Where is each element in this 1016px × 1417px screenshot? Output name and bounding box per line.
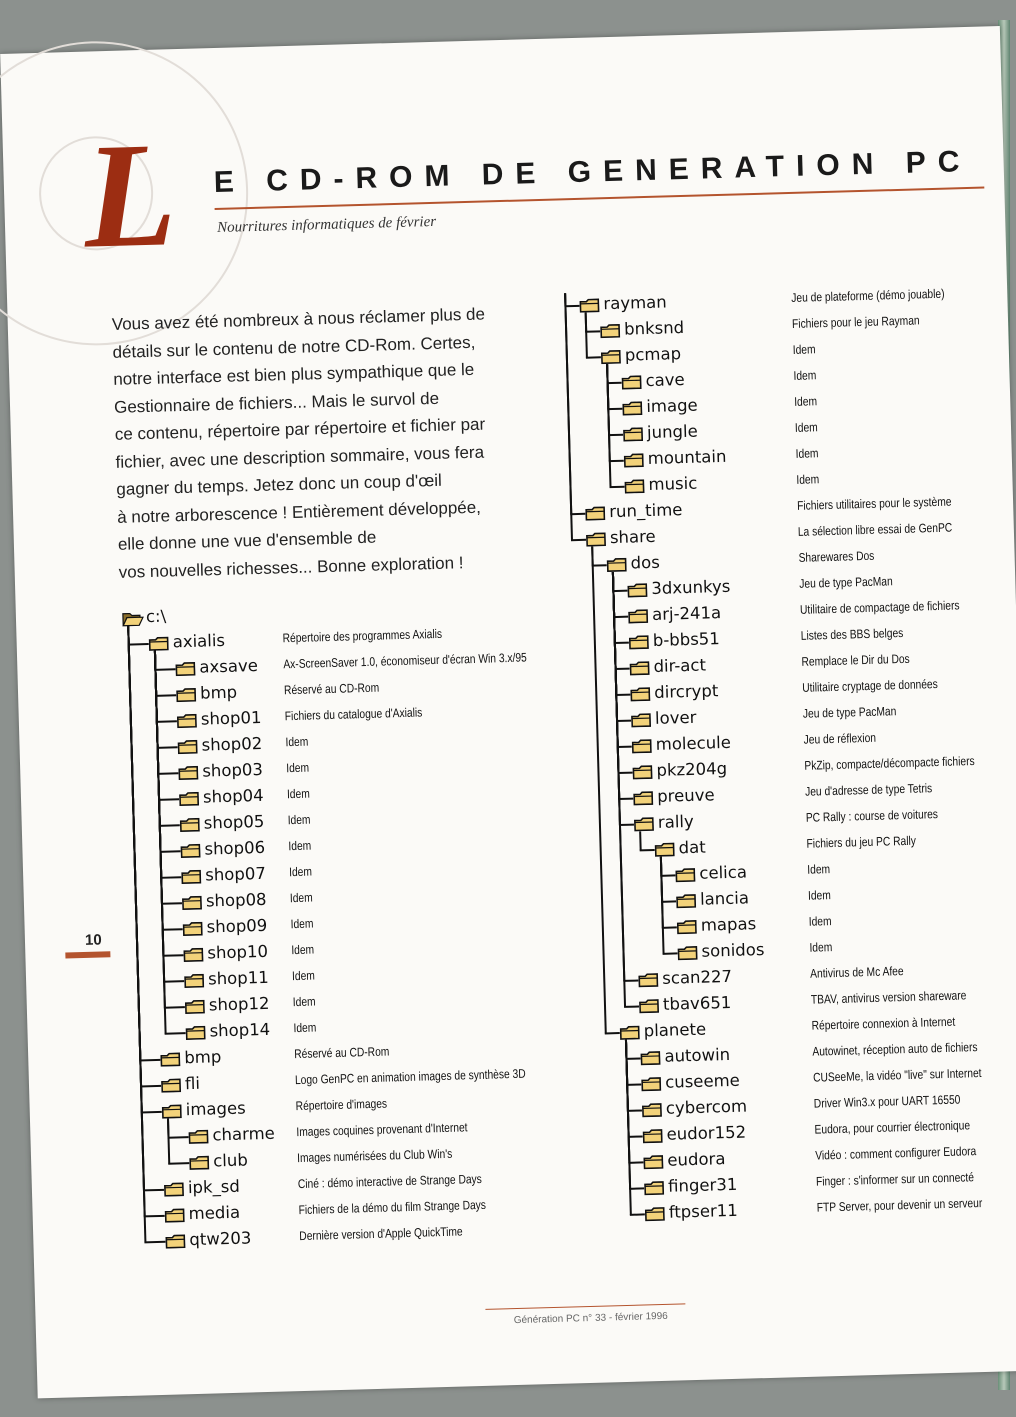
folder-name: shop07	[204, 863, 267, 885]
folder-icon	[675, 868, 695, 883]
folder-description: Idem	[293, 1020, 317, 1036]
tree-connector	[614, 642, 629, 644]
folder-name: shop10	[207, 941, 269, 963]
magazine-page	[0, 26, 1016, 1398]
footer-rule	[485, 1303, 685, 1310]
folder-icon	[161, 1078, 181, 1093]
folder-icon	[164, 1182, 184, 1197]
tree-connector	[617, 772, 632, 774]
tree-connector	[628, 1161, 643, 1163]
folder-name: club	[212, 1150, 249, 1171]
page-subtitle: Nourritures informatiques de février	[216, 213, 437, 236]
folder-name: tbav651	[662, 992, 732, 1014]
folder-description: Jeu de type PacMan	[799, 574, 893, 591]
folder-icon	[624, 479, 644, 494]
folder-description: Idem	[288, 838, 312, 854]
folder-icon	[600, 324, 620, 339]
folder-description: Idem	[286, 786, 310, 802]
folder-icon	[629, 635, 649, 650]
folder-icon	[160, 1052, 180, 1067]
tree-connector	[605, 1032, 620, 1034]
folder-description: Eudora, pour courrier électronique	[814, 1118, 971, 1137]
folder-name: cave	[645, 369, 685, 391]
folder-icon	[633, 791, 653, 806]
open-folder-icon	[122, 611, 142, 626]
tree-connector	[158, 798, 179, 801]
folder-name: jungle	[646, 421, 698, 443]
tree-connector	[156, 720, 177, 723]
folder-icon	[676, 894, 696, 909]
folder-icon	[607, 558, 627, 573]
folder-name: arj-241a	[651, 603, 722, 624]
folder-description: Réservé au CD-Rom	[283, 680, 380, 698]
folder-icon	[176, 688, 196, 703]
folder-icon	[586, 532, 606, 547]
folder-description: Vidéo : comment configurer Eudora	[815, 1144, 977, 1163]
folder-name: ftpser11	[668, 1200, 739, 1222]
folder-icon	[640, 1051, 660, 1066]
tree-connector	[623, 980, 638, 982]
folder-name: dos	[630, 552, 661, 573]
intro-line: détails sur le contenu de notre CD-Rom. Certes,	[112, 332, 476, 362]
folder-icon	[165, 1208, 185, 1223]
folder-name: shop05	[203, 811, 265, 833]
tree-connector	[615, 694, 630, 696]
folder-description: PC Rally : course de voitures	[805, 807, 939, 825]
tree-connector	[167, 1136, 188, 1139]
folder-description: Idem	[794, 420, 818, 435]
tree-connector	[624, 1005, 639, 1007]
folder-name: fli	[184, 1073, 201, 1094]
folder-icon	[641, 1077, 661, 1092]
folder-icon	[677, 920, 697, 935]
folder-icon	[632, 739, 652, 754]
tree-connector	[165, 1032, 186, 1035]
tree-connector	[628, 1135, 643, 1137]
tree-connector	[141, 1111, 162, 1114]
folder-description: Ax-ScreenSaver 1.0, économiseur d'écran Win 3.x/95	[283, 650, 527, 672]
folder-icon	[631, 713, 651, 728]
page-number: 10	[84, 931, 102, 949]
folder-description: Idem	[794, 394, 818, 409]
intro-line: Gestionnaire de fichiers... Mais le survol de	[113, 388, 440, 417]
tree-connector	[629, 1187, 644, 1189]
page-number-bar	[65, 951, 110, 958]
tree-connector	[612, 590, 627, 592]
folder-description: Jeu de plateforme (démo jouable)	[791, 286, 945, 305]
folder-icon	[621, 375, 641, 390]
tree-connector	[154, 668, 175, 671]
tree-connector	[640, 849, 655, 851]
intro-line: elle donne une vue d'ensemble de	[117, 527, 377, 554]
tree-connector	[570, 513, 585, 515]
folder-name: axsave	[199, 656, 259, 677]
tree-connector	[630, 1213, 645, 1215]
folder-name: pcmap	[624, 344, 682, 365]
folder-icon	[184, 974, 204, 989]
folder-icon	[162, 1104, 182, 1119]
tree-connector	[626, 1083, 641, 1085]
folder-icon	[177, 740, 197, 755]
folder-name: images	[185, 1098, 246, 1120]
tree-connector	[661, 900, 676, 902]
folder-icon	[677, 946, 697, 961]
tree-connector	[627, 1109, 642, 1111]
folder-description: Fichiers du jeu PC Rally	[806, 833, 917, 851]
folder-name: bmp	[199, 682, 238, 703]
tree-connector	[162, 954, 183, 957]
folder-name: run_time	[608, 500, 683, 522]
folder-name: c:\	[145, 606, 167, 627]
folder-name: sonidos	[701, 939, 765, 961]
folder-name: molecule	[655, 732, 732, 754]
folder-icon	[175, 662, 195, 677]
tree-connector	[607, 382, 622, 384]
folder-name: shop04	[202, 785, 264, 807]
tree-connector	[616, 720, 631, 722]
intro-line: Vous avez été nombreux à nous réclamer plus de	[111, 304, 486, 334]
folder-icon	[601, 350, 621, 365]
folder-description: Fichiers du catalogue d'Axialis	[284, 705, 423, 724]
folder-icon	[634, 817, 654, 832]
tree-connector	[662, 926, 677, 928]
folder-name: planete	[643, 1019, 707, 1041]
folder-name: media	[188, 1202, 241, 1224]
folder-name: share	[609, 526, 656, 548]
folder-icon	[185, 1026, 205, 1041]
folder-description: Finger : s'informer sur un connecté	[815, 1170, 975, 1189]
folder-description: Fichiers de la démo du film Strange Days	[298, 1197, 487, 1218]
folder-icon	[644, 1181, 664, 1196]
folder-icon	[585, 506, 605, 521]
tree-connector	[615, 668, 630, 670]
folder-name: celica	[699, 862, 748, 883]
title-dropcap: L	[81, 111, 179, 280]
folder-icon	[579, 298, 599, 313]
intro-paragraph	[111, 299, 549, 586]
folder-description: Images numérisées du Club Win's	[296, 1146, 453, 1166]
folder-name: shop06	[204, 837, 266, 859]
folder-icon	[654, 842, 674, 857]
folder-description: Autowinet, réception auto de fichiers	[812, 1040, 978, 1059]
folder-icon	[642, 1129, 662, 1144]
intro-line: à notre arborescence ! Entièrement développée,	[116, 497, 482, 527]
folder-icon	[645, 1207, 665, 1222]
directory-tree-left	[122, 593, 580, 1255]
folder-name: image	[646, 395, 698, 417]
folder-description: Jeu de type PacMan	[802, 704, 897, 721]
folder-description: Idem	[792, 342, 816, 357]
tree-connector	[159, 824, 180, 827]
tree-connector	[564, 305, 579, 307]
folder-name: qtw203	[189, 1228, 252, 1250]
folder-description: Idem	[809, 940, 833, 955]
folder-description: Réservé au CD-Rom	[294, 1044, 390, 1062]
folder-icon	[623, 427, 643, 442]
tree-connector	[609, 486, 624, 488]
folder-icon	[629, 661, 649, 676]
tree-connector	[163, 980, 184, 983]
tree-connector	[618, 798, 633, 800]
folder-description: Logo GenPC en animation images de synthèse 3D	[294, 1066, 526, 1088]
folder-description: Jeu d'adresse de type Tetris	[804, 781, 933, 799]
folder-name: rally	[657, 811, 694, 832]
directory-tree-right	[555, 281, 1016, 1229]
folder-icon	[642, 1103, 662, 1118]
folder-name: preuve	[656, 785, 715, 806]
folder-name: dircrypt	[654, 681, 719, 702]
tree-connector	[625, 1057, 640, 1059]
folder-name: lancia	[699, 888, 750, 909]
folder-description: Sharewares Dos	[798, 548, 875, 565]
tree-connector	[144, 1241, 165, 1244]
folder-icon	[178, 766, 198, 781]
tree-connector	[143, 1189, 164, 1192]
folder-description: Idem	[795, 446, 819, 461]
folder-description: Ciné : démo interactive de Strange Days	[297, 1171, 483, 1192]
folder-name: dat	[678, 837, 706, 858]
folder-icon	[181, 870, 201, 885]
folder-name: eudora	[667, 1149, 726, 1170]
folder-description: Utilitaire cryptage de données	[802, 677, 938, 695]
page-title: E CD-ROM DE GENERATION PC	[213, 144, 972, 200]
folder-description: CUSeeMe, la vidéo "live" sur Internet	[812, 1065, 982, 1085]
folder-icon	[180, 818, 200, 833]
folder-name: finger31	[667, 1174, 738, 1196]
folder-icon	[628, 609, 648, 624]
tree-connector	[608, 434, 623, 436]
folder-icon	[627, 583, 647, 598]
folder-name: shop03	[202, 759, 264, 781]
tree-connector	[619, 824, 634, 826]
folder-name: lover	[654, 707, 697, 728]
folder-icon	[179, 792, 199, 807]
tree-connector	[660, 874, 675, 876]
folder-name: axialis	[172, 630, 226, 652]
folder-name: shop09	[206, 915, 268, 937]
tree-connector	[161, 902, 182, 905]
intro-line: notre interface est bien plus sympathique que le	[113, 359, 475, 389]
folder-icon	[177, 714, 197, 729]
folder-description: Driver Win3.x pour UART 16550	[813, 1092, 961, 1111]
folder-description: Idem	[793, 368, 817, 383]
folder-description: Utilitaire de compactage de fichiers	[799, 598, 960, 617]
tree-connector	[607, 408, 622, 410]
folder-name: eudor152	[666, 1122, 747, 1144]
folder-description: Idem	[286, 760, 310, 776]
tree-connector	[140, 1085, 161, 1088]
folder-description: La sélection libre essai de GenPC	[797, 520, 953, 539]
tree-connector	[609, 460, 624, 462]
folder-description: Remplace le Dir du Dos	[801, 651, 910, 669]
folder-name: mapas	[700, 914, 757, 935]
folder-description: Idem	[807, 862, 831, 877]
tree-connector	[155, 694, 176, 697]
folder-description: Idem	[290, 916, 314, 932]
folder-description: Listes des BBS belges	[800, 625, 904, 643]
folder-name: cuseeme	[664, 1070, 741, 1092]
tree-connector	[162, 928, 183, 931]
tree-connector	[168, 1162, 189, 1165]
folder-name: dir-act	[653, 655, 707, 676]
tree-connector	[586, 356, 601, 358]
folder-icon	[188, 1130, 208, 1145]
folder-icon	[632, 765, 652, 780]
folder-description: Idem	[292, 994, 316, 1010]
folder-description: TBAV, antivirus version shareware	[810, 988, 967, 1007]
tree-connector	[160, 850, 181, 853]
folder-description: Fichiers pour le jeu Rayman	[791, 313, 920, 331]
tree-connector	[157, 772, 178, 775]
tree-connector	[592, 564, 607, 566]
folder-description: Antivirus de Mc Afee	[809, 964, 904, 981]
folder-description: Idem	[288, 864, 313, 880]
folder-name: shop11	[207, 967, 269, 989]
intro-line: ce contenu, répertoire par répertoire et fichier par	[114, 414, 486, 444]
folder-name: ipk_sd	[187, 1176, 241, 1198]
folder-name: shop08	[205, 889, 267, 911]
tree-connector	[617, 746, 632, 748]
folder-icon	[638, 973, 658, 988]
folder-description: Répertoire des programmes Axialis	[282, 626, 443, 646]
folder-description: PkZip, compacte/décompacte fichiers	[804, 754, 975, 773]
folder-description: Idem	[289, 890, 313, 906]
folder-description: Répertoire connexion à Internet	[811, 1014, 956, 1033]
folder-name: shop14	[209, 1019, 271, 1041]
folder-icon	[189, 1156, 209, 1171]
folder-name: bnksnd	[623, 317, 685, 339]
tree-connector	[164, 1006, 185, 1009]
folder-description: Idem	[807, 888, 831, 903]
folder-icon	[165, 1234, 185, 1249]
folder-name: bmp	[184, 1047, 222, 1068]
folder-icon	[180, 844, 200, 859]
folder-name: cybercom	[665, 1096, 748, 1118]
folder-name: rayman	[603, 292, 667, 314]
folder-icon	[182, 896, 202, 911]
folder-description: Idem	[291, 942, 315, 958]
folder-icon	[622, 401, 642, 416]
folder-description: Fichiers utilitaires pour le système	[796, 494, 952, 513]
folder-description: Répertoire d'images	[295, 1096, 388, 1114]
folder-description: Idem	[808, 914, 832, 929]
page-footer: Génération PC n° 33 - février 1996	[513, 1310, 668, 1327]
tree-connector	[139, 1059, 160, 1062]
folder-name: shop01	[200, 707, 262, 729]
folder-description: Idem	[291, 968, 316, 984]
tree-connector	[160, 876, 181, 879]
folder-name: pkz204g	[656, 758, 728, 780]
folder-icon	[183, 922, 203, 937]
intro-line: vos nouvelles richesses... Bonne exploration !	[118, 552, 464, 582]
tree-connector	[157, 746, 178, 749]
tree-connector	[144, 1215, 165, 1218]
folder-icon	[185, 1000, 205, 1015]
folder-name: music	[648, 473, 698, 495]
intro-line: fichier, avec une description sommaire, vous fera	[115, 442, 485, 472]
folder-name: scan227	[661, 966, 733, 988]
tree-connector	[128, 643, 149, 646]
folder-description: Idem	[285, 734, 309, 750]
folder-description: Jeu de réflexion	[803, 730, 877, 747]
intro-line: gagner du temps. Jetez donc un coup d'œil	[116, 470, 443, 499]
folder-name: b-bbs51	[652, 629, 721, 650]
folder-icon	[620, 1025, 640, 1040]
folder-name: charme	[212, 1123, 276, 1145]
folder-icon	[643, 1155, 663, 1170]
folder-description: Idem	[796, 472, 820, 487]
folder-description: Idem	[287, 812, 311, 828]
folder-name: mountain	[647, 446, 727, 469]
tree-connector	[613, 616, 628, 618]
folder-icon	[183, 948, 203, 963]
folder-description: Dernière version d'Apple QuickTime	[299, 1224, 463, 1244]
folder-description: FTP Server, pour devenir un serveur	[816, 1195, 983, 1215]
folder-name: autowin	[664, 1044, 731, 1066]
tree-connector	[571, 539, 586, 541]
tree-connector	[663, 952, 678, 954]
tree-connector	[585, 330, 600, 332]
folder-icon	[630, 687, 650, 702]
folder-description: Images coquines provenant d'Internet	[296, 1120, 468, 1140]
folder-name: 3dxunkys	[651, 576, 731, 598]
folder-icon	[624, 453, 644, 468]
folder-name: shop12	[208, 993, 270, 1015]
folder-icon	[149, 636, 169, 651]
folder-name: shop02	[201, 733, 263, 755]
folder-icon	[639, 999, 659, 1014]
